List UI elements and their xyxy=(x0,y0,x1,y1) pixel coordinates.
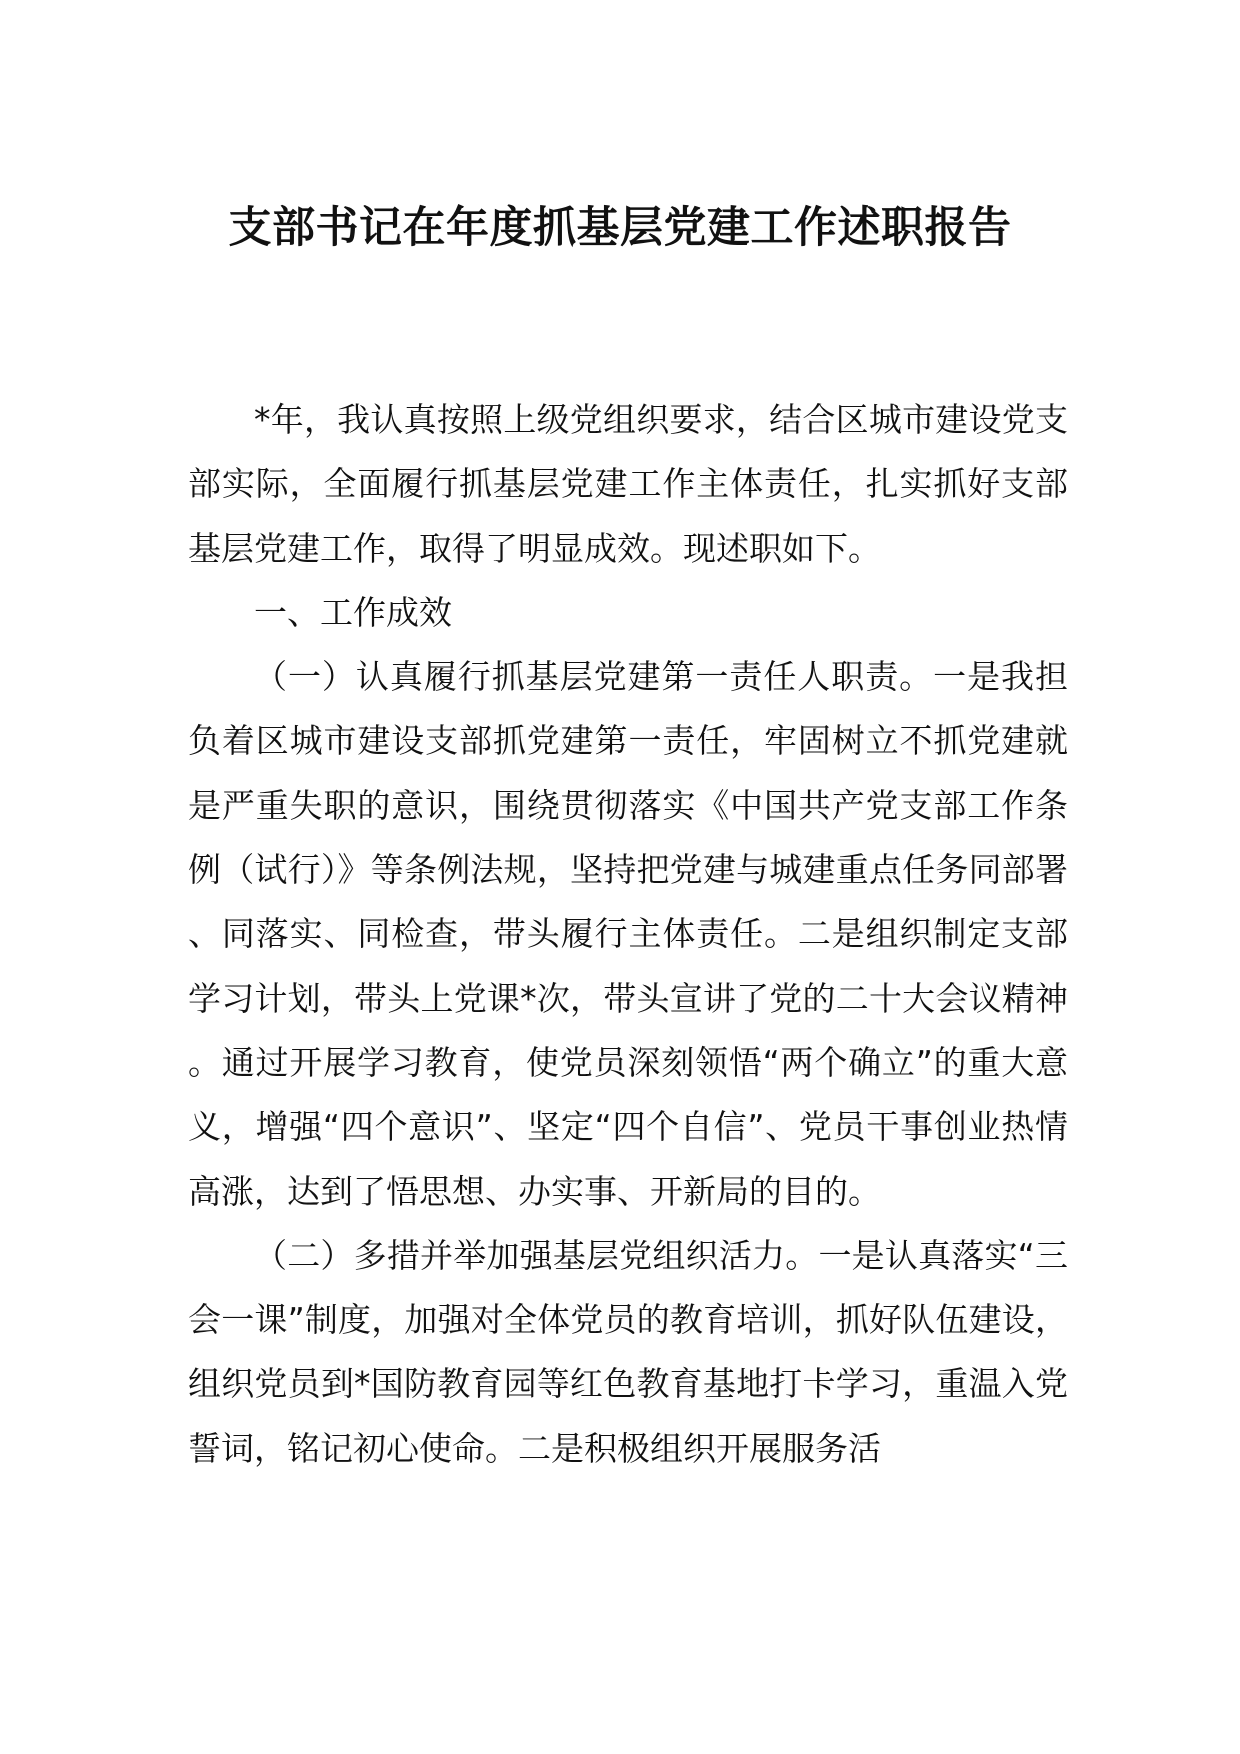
subsection-two-paragraph: （二）多措并举加强基层党组织活力。一是认真落实“三会一课”制度，加强对全体党员的教育培训，抓好队伍建设，组织党员到*国防教育园等红色教育基地打卡学习，重温入党誓词，铭记初心使命。二是积极组织开展服务活 xyxy=(188,1235,1068,1468)
document-body xyxy=(188,388,1068,1481)
subsection-one-paragraph: （一）认真履行抓基层党建第一责任人职责。一是我担负着区城市建设支部抓党建第一责任，牢固树立不抓党建就是严重失职的意识，围绕贯彻落实《中国共产党支部工作条例（试行）》等条例法规，坚持把党建与城建重点任务同部署、同落实、同检查，带头履行主体责任。二是组织制定支部学习计划，带头上党课*次，带头宣讲了党的二十大会议精神。通过开展学习教育，使党员深刻领悟“两个确立”的重大意义，增强“四个意识”、坚定“四个自信”、党员干事创业热情高涨，达到了悟思想、办实事、开新局的目的。 xyxy=(188,657,1068,1211)
document-title: 支部书记在年度抓基层党建工作述职报告 xyxy=(228,203,1012,253)
section-heading-work-results: 一、工作成效 xyxy=(254,592,452,632)
intro-paragraph: *年，我认真按照上级党组织要求，结合区城市建设党支部实际，全面履行抓基层党建工作主体责任，扎实抓好支部基层党建工作，取得了明显成效。现述职如下。 xyxy=(188,400,1068,568)
